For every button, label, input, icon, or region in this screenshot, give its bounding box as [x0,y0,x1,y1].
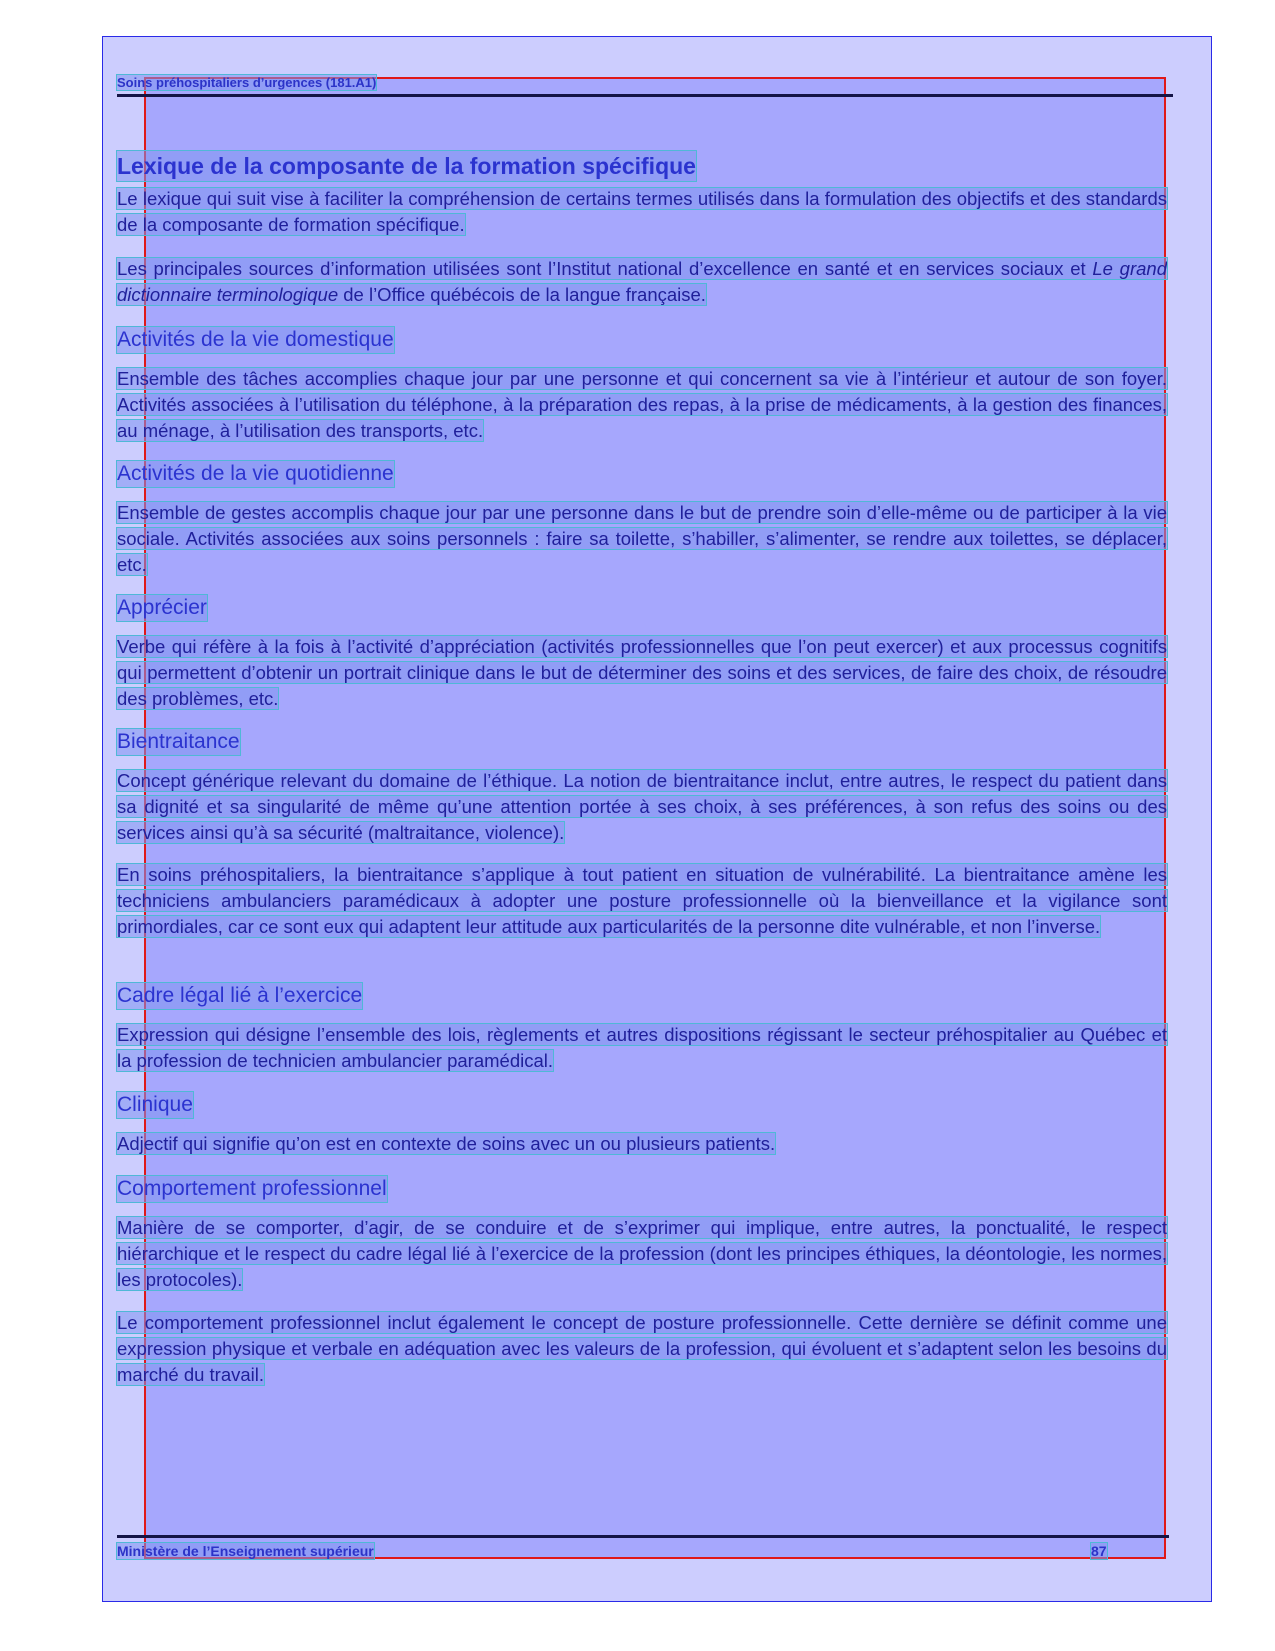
document-page [117,0,1173,1651]
footer-rule [117,1535,1169,1538]
term-cadre-legal: Cadre légal lié à l’exercice [117,984,363,1007]
intro-paragraph-2: Les principales sources d’information utilisées sont l’Institut national d’excellence en santé et en services sociaux et Le grand dictionnaire terminologique de l’Office québécois de la langue française. [117,258,1167,305]
footer-publisher: Ministère de l’Enseignement supérieur [117,1543,374,1559]
term-activites-vie-quotidienne: Activités de la vie quotidienne [117,462,394,485]
definition-paragraph: Manière de se comporter, d’agir, de se conduire et de s’exprimer qui implique, entre autres, la ponctualité, le respect hiérarchique et le respect du cadre légal lié à l’exercice de la profession (dont les principes éthiques, la déontologie, les normes, les protocoles). [117,1217,1167,1290]
definition-paragraph: Ensemble de gestes accomplis chaque jour par une personne dans le but de prendre soin d’elle-même ou de participer à la vie sociale. Activités associées aux soins personnels : faire sa toilette, s’habiller, s’alimenter, se rendre aux toilettes, se déplacer, etc. [117,502,1167,575]
definition-paragraph: Verbe qui réfère à la fois à l’activité d’appréciation (activités professionnelles que l’on peut exercer) et aux processus cognitifs qui permettent d’obtenir un portrait clinique dans le but de déterminer des soins et des services, de faire des choix, de résoudre des problèmes, etc. [117,636,1167,709]
definition-paragraph: Adjectif qui signifie qu’on est en contexte de soins avec un ou plusieurs patients. [117,1133,776,1154]
definition-paragraph: Concept générique relevant du domaine de l’éthique. La notion de bientraitance inclut, entre autres, le respect du patient dans sa dignité et sa singularité de même qu’une attention portée à ses choix, à ses préférences, à son refus des soins ou des services ainsi qu’à sa sécurité (maltraitance, violence). [117,770,1167,843]
running-header: Soins préhospitaliers d’urgences (181.A1) [117,75,377,90]
page-title: Lexique de la composante de la formation spécifique [117,153,696,179]
header-rule [117,94,1173,97]
term-bientraitance: Bientraitance [117,730,240,753]
definition-paragraph: En soins préhospitaliers, la bientraitance s’applique à tout patient en situation de vulnérabilité. La bientraitance amène les techniciens ambulanciers paramédicaux à adopter une posture professionnelle où la bienveillance et la vigilance sont primordiales, car ce sont eux qui adaptent leur attitude aux particularités de la personne dite vulnérable, et non l’inverse. [117,864,1167,937]
definition-paragraph: Ensemble des tâches accomplies chaque jour par une personne et qui concernent sa vie à l’intérieur et autour de son foyer. Activités associées à l’utilisation du téléphone, à la préparation des repas, à la prise de médicaments, à la gestion des finances, au ménage, à l’utilisation des transports, etc. [117,368,1167,441]
intro-paragraph-1: Le lexique qui suit vise à faciliter la compréhension de certains termes utilisés dans la formulation des objectifs et des standards de la composante de formation spécifique. [117,188,1167,235]
page-number: 87 [1091,1543,1107,1559]
term-activites-vie-domestique: Activités de la vie domestique [117,328,394,351]
definition-paragraph: Le comportement professionnel inclut également le concept de posture professionnelle. Cette dernière se définit comme une expression physique et verbale en adéquation avec les valeurs de la profession, qui évoluent et s’adaptent selon les besoins du marché du travail. [117,1312,1167,1385]
term-clinique: Clinique [117,1093,193,1116]
term-apprecier: Apprécier [117,596,207,619]
definition-paragraph: Expression qui désigne l’ensemble des lois, règlements et autres dispositions régissant le secteur préhospitalier au Québec et la profession de technicien ambulancier paramédical. [117,1024,1167,1071]
source-title-italic: Le grand dictionnaire terminologique [117,258,1167,305]
term-comportement-professionnel: Comportement professionnel [117,1177,387,1200]
